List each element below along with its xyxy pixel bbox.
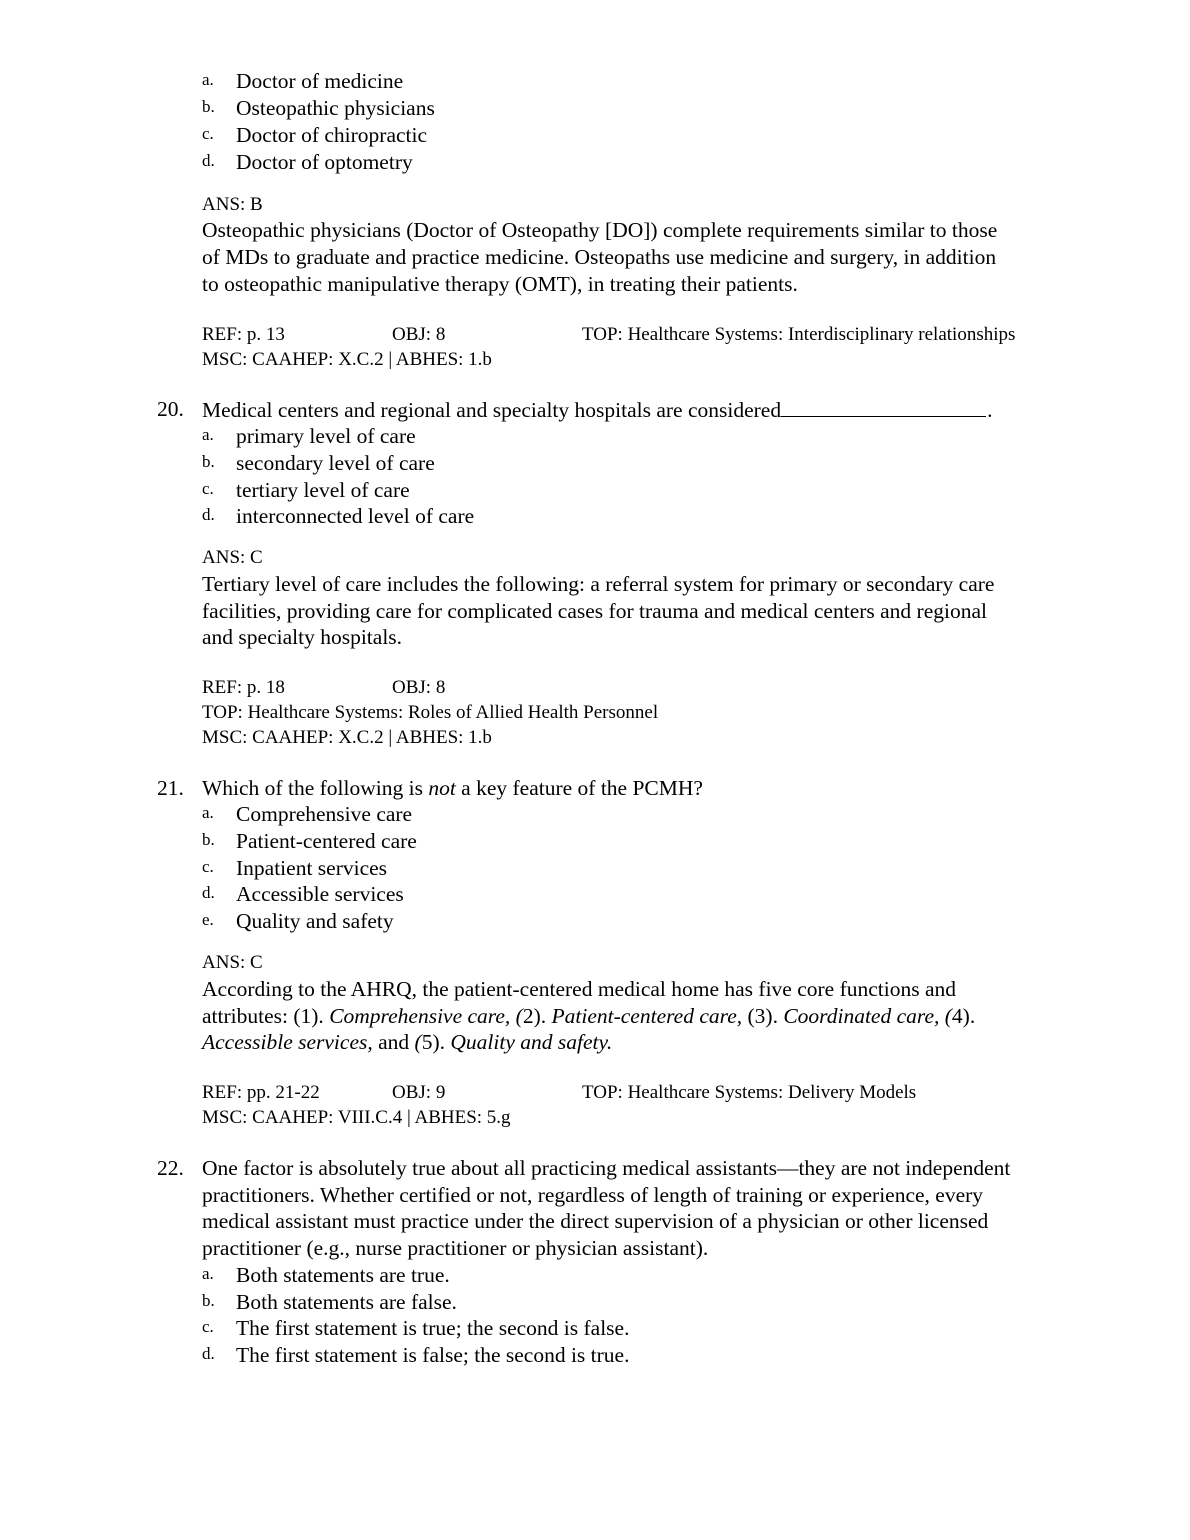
option-letter: d.: [202, 151, 215, 170]
option-text: Inpatient services: [236, 856, 388, 880]
option-letter: a.: [202, 803, 214, 822]
rationale-text: attributes: (1).: [202, 1004, 330, 1028]
rationale-text: (3).: [742, 1004, 784, 1028]
answer-key: ANS: B: [202, 194, 263, 215]
option-text: interconnected level of care: [236, 504, 475, 528]
ref: REF: p. 13: [202, 324, 285, 345]
rationale-text: 2).: [522, 1004, 552, 1028]
rationale-line: According to the AHRQ, the patient-centered medical home has five core functions and: [202, 977, 957, 1001]
ref: REF: p. 18: [202, 677, 285, 698]
option-text: Comprehensive care: [236, 802, 413, 826]
question-number: 22.: [157, 1156, 184, 1180]
rationale-emphasis: Quality and safety.: [450, 1030, 613, 1054]
rationale-emphasis: Accessible services,: [202, 1030, 373, 1054]
stem-line: One factor is absolutely true about all practicing medical assistants—they are not independent: [202, 1156, 1011, 1180]
option-letter: c.: [202, 124, 214, 143]
option-letter: b.: [202, 1291, 215, 1310]
topic: TOP: Healthcare Systems: Roles of Allied Health Personnel: [202, 702, 659, 723]
rationale-text: and: [372, 1030, 415, 1054]
stem-text: Which of the following is: [202, 776, 429, 800]
msc: MSC: CAAHEP: X.C.2 | ABHES: 1.b: [202, 349, 492, 370]
option-letter: d.: [202, 883, 215, 902]
option-text: Doctor of chiropractic: [236, 123, 428, 147]
option-letter: c.: [202, 1317, 214, 1336]
option-letter: a.: [202, 425, 214, 444]
rationale-emphasis: Coordinated care, (: [783, 1004, 952, 1028]
question-number: 21.: [157, 776, 184, 800]
answer-key: ANS: C: [202, 547, 263, 568]
option-letter: e.: [202, 910, 214, 929]
option-letter: d.: [202, 1344, 215, 1363]
rationale-emphasis: (: [414, 1030, 422, 1054]
option-letter: c.: [202, 857, 214, 876]
stem-text: a key feature of the PCMH?: [455, 776, 703, 800]
topic: TOP: Healthcare Systems: Interdisciplinary relationships: [582, 324, 1016, 345]
option-letter: b.: [202, 452, 215, 471]
stem-line: practitioner (e.g., nurse practitioner or physician assistant).: [202, 1236, 709, 1260]
option-text: The first statement is false; the second is true.: [236, 1343, 630, 1367]
option-text: Patient-centered care: [236, 829, 417, 853]
option-letter: c.: [202, 479, 214, 498]
stem-emphasis: not: [428, 776, 456, 800]
stem-line: practitioners. Whether certified or not, regardless of length of training or experience, every: [202, 1183, 984, 1207]
stem-text: Medical centers and regional and specialty hospitals are considered: [202, 398, 782, 422]
answer-key: ANS: C: [202, 952, 263, 973]
rationale-line: of MDs to graduate and practice medicine. Osteopaths use medicine and surgery, in addition: [202, 245, 997, 269]
msc: MSC: CAAHEP: X.C.2 | ABHES: 1.b: [202, 727, 492, 748]
stem-line: medical assistant must practice under the direct supervision of a physician or other licensed: [202, 1209, 989, 1233]
question-number: 20.: [157, 397, 184, 421]
obj: OBJ: 9: [392, 1082, 446, 1103]
rationale-text: 4).: [951, 1004, 976, 1028]
msc: MSC: CAAHEP: VIII.C.4 | ABHES: 5.g: [202, 1107, 511, 1128]
question-stem: [202, 775, 703, 802]
option-text: Doctor of optometry: [236, 150, 413, 174]
option-text: Osteopathic physicians: [236, 96, 435, 120]
rationale-line: [202, 1003, 975, 1030]
rationale-line: facilities, providing care for complicated cases for trauma and medical centers and regional: [202, 599, 988, 623]
option-letter: b.: [202, 97, 215, 116]
rationale-line: to osteopathic manipulative therapy (OMT), in treating their patients.: [202, 272, 798, 296]
option-letter: b.: [202, 830, 215, 849]
rationale-line: Tertiary level of care includes the following: a referral system for primary or secondary care: [202, 572, 995, 596]
option-text: tertiary level of care: [236, 478, 410, 502]
rationale-text: 5).: [421, 1030, 451, 1054]
rationale-line: Osteopathic physicians (Doctor of Osteopathy [DO]) complete requirements similar to those: [202, 218, 998, 242]
option-text: secondary level of care: [236, 451, 435, 475]
option-text: Doctor of medicine: [236, 69, 404, 93]
option-text: Both statements are false.: [236, 1290, 457, 1314]
option-text: primary level of care: [236, 424, 416, 448]
rationale-emphasis: Comprehensive care, (: [329, 1004, 523, 1028]
option-text: Quality and safety: [236, 909, 394, 933]
topic: TOP: Healthcare Systems: Delivery Models: [582, 1082, 917, 1103]
ref: REF: pp. 21-22: [202, 1082, 320, 1103]
question-stem: [202, 396, 992, 424]
obj: OBJ: 8: [392, 324, 446, 345]
option-text: The first statement is true; the second is false.: [236, 1316, 630, 1340]
fill-in-blank: [781, 396, 986, 417]
option-letter: d.: [202, 505, 215, 524]
option-text: Both statements are true.: [236, 1263, 450, 1287]
option-text: Accessible services: [236, 882, 404, 906]
rationale-emphasis: Patient-centered care,: [551, 1004, 743, 1028]
rationale-line: [202, 1029, 612, 1056]
option-letter: a.: [202, 1264, 214, 1283]
obj: OBJ: 8: [392, 677, 446, 698]
stem-end: .: [987, 398, 993, 422]
option-letter: a.: [202, 70, 214, 89]
rationale-line: and specialty hospitals.: [202, 625, 403, 649]
